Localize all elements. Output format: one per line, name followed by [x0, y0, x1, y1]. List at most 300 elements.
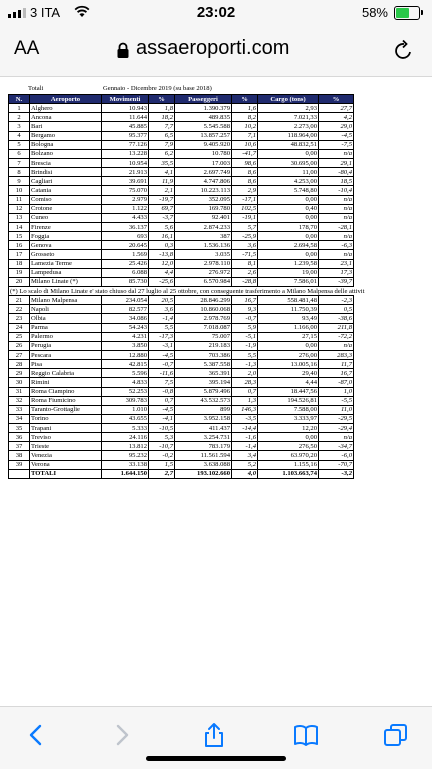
row-number: 30	[9, 378, 30, 387]
tabs-icon[interactable]	[382, 721, 410, 749]
passengers-change: 5,2	[232, 460, 258, 469]
cargo-change: n/a	[319, 195, 354, 204]
movements-change: 4,1	[149, 168, 175, 177]
passengers-change: 16,7	[232, 296, 258, 305]
cargo-tons: 1.166,00	[258, 323, 319, 332]
movements-change: -17,3	[149, 332, 175, 341]
movements: 25.426	[102, 259, 149, 268]
table-row	[9, 250, 354, 259]
airport-name: Firenze	[30, 222, 102, 231]
cargo-tons: 4,44	[258, 378, 319, 387]
back-icon[interactable]	[22, 721, 50, 749]
movements-change: 11,9	[149, 177, 175, 186]
movements-change: 20,5	[149, 296, 175, 305]
passengers: 169.780	[175, 204, 232, 213]
movements-change: 5,5	[149, 323, 175, 332]
passengers-change: 3,4	[232, 451, 258, 460]
table-row	[9, 414, 354, 423]
movements: 34.086	[102, 314, 149, 323]
table-row	[9, 177, 354, 186]
row-number: 31	[9, 387, 30, 396]
airport-name: Lamezia Terme	[30, 259, 102, 268]
passengers: 92.401	[175, 213, 232, 222]
movements: 12.880	[102, 350, 149, 359]
row-number: 20	[9, 277, 30, 286]
passengers: 193.102.660	[175, 469, 232, 478]
movements-change: 0,7	[149, 396, 175, 405]
row-number: 1	[9, 104, 30, 113]
table-row	[9, 259, 354, 268]
cargo-tons: 93,49	[258, 314, 319, 323]
table-row	[9, 442, 354, 451]
cargo-change: n/a	[319, 232, 354, 241]
movements-change: 7,9	[149, 140, 175, 149]
table-row	[9, 149, 354, 158]
row-number: 12	[9, 204, 30, 213]
movements-change: 18,2	[149, 113, 175, 122]
web-page[interactable]	[0, 77, 432, 705]
airport-name: Cuneo	[30, 213, 102, 222]
airport-name: Pescara	[30, 350, 102, 359]
movements: 1.122	[102, 204, 149, 213]
cargo-change: 23,1	[319, 259, 354, 268]
movements: 4.433	[102, 213, 149, 222]
column-header: Cargo (tons)	[258, 95, 319, 104]
cargo-change: -70,7	[319, 460, 354, 469]
cargo-tons: 7.588,00	[258, 405, 319, 414]
movements: 309.783	[102, 396, 149, 405]
airport-name: Lampedusa	[30, 268, 102, 277]
cargo-tons: 1.155,16	[258, 460, 319, 469]
passengers-change: 2,6	[232, 268, 258, 277]
row-number: 37	[9, 442, 30, 451]
passengers: 387	[175, 232, 232, 241]
row-number: 15	[9, 232, 30, 241]
cargo-change: 211,8	[319, 323, 354, 332]
movements: 75.070	[102, 186, 149, 195]
movements-change: -4,1	[149, 414, 175, 423]
movements: 234.054	[102, 296, 149, 305]
passengers-change: -14,4	[232, 424, 258, 433]
movements: 33.138	[102, 460, 149, 469]
movements: 5.333	[102, 424, 149, 433]
passengers-change: 5,7	[232, 222, 258, 231]
movements-change: -19,7	[149, 195, 175, 204]
passengers: 2.697.749	[175, 168, 232, 177]
row-number: 13	[9, 213, 30, 222]
airport-name: Milano Malpensa	[30, 296, 102, 305]
airport-name: Trapani	[30, 424, 102, 433]
airport-name: Alghero	[30, 104, 102, 113]
passengers: 3.952.158	[175, 414, 232, 423]
movements-change: -0,7	[149, 360, 175, 369]
passengers: 3.035	[175, 250, 232, 259]
row-number: 3	[9, 122, 30, 131]
passengers-change: 8,1	[232, 259, 258, 268]
passengers: 2.978.769	[175, 314, 232, 323]
movements: 24.116	[102, 433, 149, 442]
airport-name: Milano Linate (*)	[30, 277, 102, 286]
movements-change: 7,7	[149, 122, 175, 131]
movements: 43.655	[102, 414, 149, 423]
movements-change: 1,5	[149, 460, 175, 469]
passengers: 3.254.731	[175, 433, 232, 442]
table-row	[9, 378, 354, 387]
cargo-change: -3,2	[319, 469, 354, 478]
cargo-change: 283,3	[319, 350, 354, 359]
column-header: %	[232, 95, 258, 104]
row-number: 24	[9, 323, 30, 332]
text-size-button[interactable]: AA	[14, 38, 40, 59]
table-row	[9, 222, 354, 231]
airport-name: Genova	[30, 241, 102, 250]
passengers-change: -41,7	[232, 149, 258, 158]
passengers: 395.194	[175, 378, 232, 387]
cargo-tons: 4.253,00	[258, 177, 319, 186]
passengers-change: 3,6	[232, 241, 258, 250]
statistics-sheet	[8, 85, 365, 479]
cargo-tons: 7.021,33	[258, 113, 319, 122]
passengers: 219.183	[175, 341, 232, 350]
passengers: 10.780	[175, 149, 232, 158]
table-row	[9, 451, 354, 460]
movements-change: 5,6	[149, 222, 175, 231]
movements-change: -0,2	[149, 451, 175, 460]
passengers-change: -1,4	[232, 442, 258, 451]
cargo-change: -4,5	[319, 131, 354, 140]
airport-name: Bari	[30, 122, 102, 131]
column-header: N.	[9, 95, 30, 104]
airport-name: Cagliari	[30, 177, 102, 186]
movements-change: -13,8	[149, 250, 175, 259]
cargo-tons: 11,00	[258, 168, 319, 177]
airport-name: Parma	[30, 323, 102, 332]
cargo-change: -38,6	[319, 314, 354, 323]
cargo-tons: 12,20	[258, 424, 319, 433]
cargo-change: -28,1	[319, 222, 354, 231]
table-row	[9, 332, 354, 341]
airport-name: Roma Ciampino	[30, 387, 102, 396]
passengers-change: 8,6	[232, 168, 258, 177]
linate-closure-note: (*) Lo scalo di Milano Linate e' stato chiuso dal 27 luglio al 25 ottobre, con conseguente trasferimento a Milano Malpensa delle attivit	[10, 287, 365, 295]
passengers-change: 146,3	[232, 405, 258, 414]
row-number: 34	[9, 414, 30, 423]
table-row	[9, 104, 354, 113]
cargo-change: 0,5	[319, 305, 354, 314]
cargo-tons: 2.694,58	[258, 241, 319, 250]
passengers-change: -1,3	[232, 360, 258, 369]
passengers: 1.536.136	[175, 241, 232, 250]
table-row	[9, 460, 354, 469]
table-row	[9, 405, 354, 414]
cargo-change: n/a	[319, 341, 354, 350]
column-header: %	[149, 95, 175, 104]
table-row	[9, 387, 354, 396]
passengers: 783.179	[175, 442, 232, 451]
passengers: 10.860.068	[175, 305, 232, 314]
table-row	[9, 350, 354, 359]
movements: 10.943	[102, 104, 149, 113]
table-row	[9, 158, 354, 167]
row-number: 8	[9, 168, 30, 177]
cargo-tons: 5.748,80	[258, 186, 319, 195]
movements-change: 7,5	[149, 378, 175, 387]
passengers: 10.223.113	[175, 186, 232, 195]
airport-name: Perugia	[30, 341, 102, 350]
movements: 3.850	[102, 341, 149, 350]
row-number: 11	[9, 195, 30, 204]
airport-name: Bolzano	[30, 149, 102, 158]
cargo-tons: 0,00	[258, 213, 319, 222]
cargo-tons: 0,00	[258, 232, 319, 241]
passengers: 2.874.233	[175, 222, 232, 231]
table-row	[9, 323, 354, 332]
airport-name: Grosseto	[30, 250, 102, 259]
table-row	[9, 168, 354, 177]
movements-change: -4,5	[149, 350, 175, 359]
cargo-tons: 194.526,81	[258, 396, 319, 405]
airport-name: TOTALI	[30, 469, 102, 478]
share-icon[interactable]	[200, 721, 228, 749]
movements-change: 5,3	[149, 433, 175, 442]
airport-name: Brindisi	[30, 168, 102, 177]
cargo-tons: 2,93	[258, 104, 319, 113]
table-row	[9, 131, 354, 140]
movements-change: 2,7	[149, 469, 175, 478]
row-number: 33	[9, 405, 30, 414]
movements: 82.577	[102, 305, 149, 314]
cargo-change: 29,1	[319, 158, 354, 167]
movements-change: -1,4	[149, 314, 175, 323]
movements: 36.137	[102, 222, 149, 231]
carrier-label: 3 ITA	[30, 5, 61, 20]
cargo-change: -5,5	[319, 396, 354, 405]
row-number: 2	[9, 113, 30, 122]
column-header: Passeggeri	[175, 95, 232, 104]
passengers: 5.387.558	[175, 360, 232, 369]
cargo-tons: 178,70	[258, 222, 319, 231]
movements: 13.228	[102, 149, 149, 158]
table-row	[9, 305, 354, 314]
cargo-tons: 558.481,48	[258, 296, 319, 305]
movements-change: 0,3	[149, 241, 175, 250]
cargo-tons: 18.447,56	[258, 387, 319, 396]
movements: 85.730	[102, 277, 149, 286]
airport-name: Catania	[30, 186, 102, 195]
passengers-change: -3,5	[232, 414, 258, 423]
cargo-change: -34,7	[319, 442, 354, 451]
row-number: 36	[9, 433, 30, 442]
passengers: 352.095	[175, 195, 232, 204]
movements: 693	[102, 232, 149, 241]
table-row	[9, 186, 354, 195]
row-number: 16	[9, 241, 30, 250]
movements-change: -0,8	[149, 387, 175, 396]
cargo-change: n/a	[319, 149, 354, 158]
movements: 5.596	[102, 369, 149, 378]
movements-change: 35,5	[149, 158, 175, 167]
row-number: 32	[9, 396, 30, 405]
cargo-tons: 63.970,20	[258, 451, 319, 460]
row-number: 39	[9, 460, 30, 469]
table-row	[9, 433, 354, 442]
cargo-change: 4,2	[319, 113, 354, 122]
passengers-change: -5,1	[232, 332, 258, 341]
cargo-change: 16,7	[319, 369, 354, 378]
row-number: 27	[9, 350, 30, 359]
cargo-change: -10,4	[319, 186, 354, 195]
airport-name: Bergamo	[30, 131, 102, 140]
passengers-change: 5,9	[232, 323, 258, 332]
passengers-change: 1,6	[232, 104, 258, 113]
row-number: 23	[9, 314, 30, 323]
movements-change: 16,1	[149, 232, 175, 241]
caption-period: Gennaio - Dicembre 2019 (su base 2018)	[103, 85, 212, 92]
passengers-change: 8,6	[232, 177, 258, 186]
cargo-tons: 7.586,01	[258, 277, 319, 286]
airport-name: Pisa	[30, 360, 102, 369]
movements-change: -11,6	[149, 369, 175, 378]
cargo-tons: 48.832,51	[258, 140, 319, 149]
table-row	[9, 277, 354, 286]
movements: 21.913	[102, 168, 149, 177]
cargo-tons: 27,15	[258, 332, 319, 341]
table-row	[9, 113, 354, 122]
passengers: 899	[175, 405, 232, 414]
cargo-change: n/a	[319, 213, 354, 222]
passengers-change: 2,9	[232, 186, 258, 195]
table-row	[9, 195, 354, 204]
clock: 23:02	[196, 4, 236, 21]
passengers-change: 8,2	[232, 113, 258, 122]
passengers-change: -0,7	[232, 314, 258, 323]
table-row	[9, 360, 354, 369]
movements-change: 3,6	[149, 305, 175, 314]
row-number: 7	[9, 158, 30, 167]
movements: 4.833	[102, 378, 149, 387]
cargo-change: 29,0	[319, 122, 354, 131]
cargo-tons: 118.964,00	[258, 131, 319, 140]
row-number: 18	[9, 259, 30, 268]
table-header	[9, 95, 354, 104]
movements-change: -10,5	[149, 424, 175, 433]
passengers-change: -1,9	[232, 341, 258, 350]
passengers-change: 28,3	[232, 378, 258, 387]
airport-traffic-table	[8, 94, 365, 479]
passengers: 7.018.087	[175, 323, 232, 332]
airport-name: Bologna	[30, 140, 102, 149]
movements-change: -3,1	[149, 341, 175, 350]
passengers-change: -71,5	[232, 250, 258, 259]
movements: 54.243	[102, 323, 149, 332]
cargo-tons: 11.750,39	[258, 305, 319, 314]
passengers: 43.532.573	[175, 396, 232, 405]
cargo-change: -7,5	[319, 140, 354, 149]
passengers: 9.405.920	[175, 140, 232, 149]
airport-name: Palermo	[30, 332, 102, 341]
battery-icon	[394, 6, 420, 20]
movements-change: 6,5	[149, 131, 175, 140]
reload-icon[interactable]	[394, 39, 414, 66]
row-number: 26	[9, 341, 30, 350]
table-row	[9, 140, 354, 149]
row-number	[9, 469, 30, 478]
passengers: 276.972	[175, 268, 232, 277]
airport-name: Taranto-Grottaglie	[30, 405, 102, 414]
lock-icon	[116, 42, 130, 64]
row-number: 17	[9, 250, 30, 259]
movements: 95.377	[102, 131, 149, 140]
cargo-change: -39,7	[319, 277, 354, 286]
cargo-change: n/a	[319, 433, 354, 442]
bookmarks-icon[interactable]	[292, 721, 320, 749]
row-number: 35	[9, 424, 30, 433]
cargo-tons: 2.273,00	[258, 122, 319, 131]
movements: 2.979	[102, 195, 149, 204]
row-number: 21	[9, 296, 30, 305]
movements: 20.645	[102, 241, 149, 250]
passengers-change: 5,5	[232, 350, 258, 359]
movements: 11.644	[102, 113, 149, 122]
movements: 77.126	[102, 140, 149, 149]
movements: 42.815	[102, 360, 149, 369]
passengers: 75.007	[175, 332, 232, 341]
passengers-change: 7,1	[232, 131, 258, 140]
airport-name: Reggio Calabria	[30, 369, 102, 378]
table-row	[9, 396, 354, 405]
airport-name: Napoli	[30, 305, 102, 314]
cargo-tons: 13.005,16	[258, 360, 319, 369]
column-header: Movimenti	[102, 95, 149, 104]
passengers-change: 102,5	[232, 204, 258, 213]
home-indicator	[146, 756, 286, 761]
cargo-tons: 0,00	[258, 195, 319, 204]
airport-name: Rimini	[30, 378, 102, 387]
row-number: 28	[9, 360, 30, 369]
url-domain[interactable]: assaeroporti.com	[136, 37, 290, 59]
cargo-tons: 276,00	[258, 350, 319, 359]
movements-change: -10,7	[149, 442, 175, 451]
passengers: 4.747.806	[175, 177, 232, 186]
cargo-tons: 1.103.663,74	[258, 469, 319, 478]
airport-name: Crotone	[30, 204, 102, 213]
forward-icon[interactable]	[108, 721, 136, 749]
bottom-toolbar	[0, 706, 432, 769]
passengers: 5.545.588	[175, 122, 232, 131]
cargo-tons: 0,00	[258, 433, 319, 442]
column-header: %	[319, 95, 354, 104]
cargo-tons: 3.333,97	[258, 414, 319, 423]
movements-change: 2,1	[149, 186, 175, 195]
row-number: 29	[9, 369, 30, 378]
table-row	[9, 213, 354, 222]
passengers: 6.570.984	[175, 277, 232, 286]
cargo-change: -80,4	[319, 168, 354, 177]
airport-name: Torino	[30, 414, 102, 423]
cargo-tons: 0,40	[258, 204, 319, 213]
movements: 13.812	[102, 442, 149, 451]
cargo-change: n/a	[319, 204, 354, 213]
cargo-tons: 276,50	[258, 442, 319, 451]
cargo-change: 11,7	[319, 360, 354, 369]
table-row	[9, 369, 354, 378]
column-header: Aeroporto	[30, 95, 102, 104]
table-row	[9, 341, 354, 350]
row-number: 10	[9, 186, 30, 195]
cargo-change: 1,0	[319, 387, 354, 396]
movements-change: 69,7	[149, 204, 175, 213]
cargo-tons: 0,00	[258, 250, 319, 259]
